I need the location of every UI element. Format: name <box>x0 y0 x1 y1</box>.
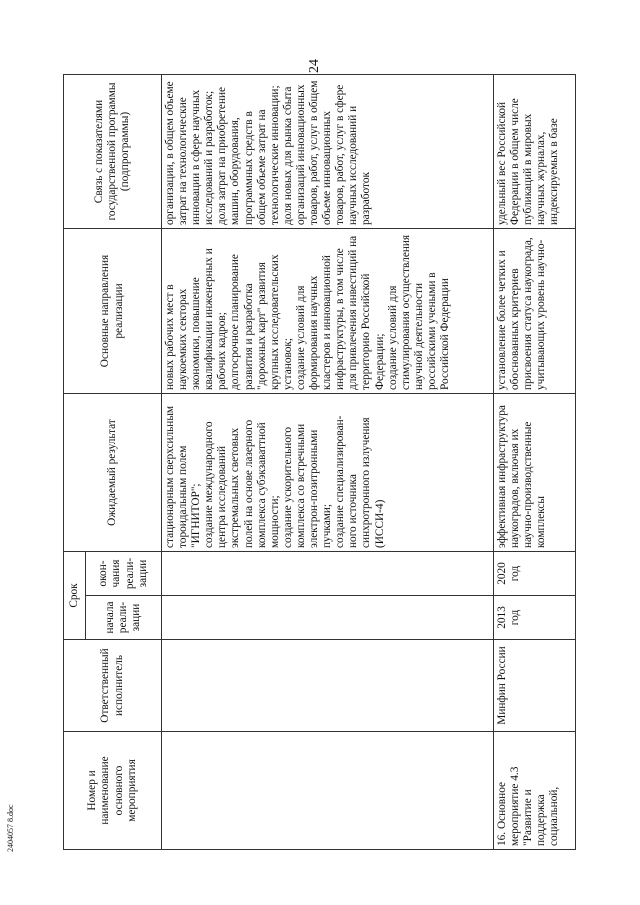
cell-result: стационарным сверхсильным тороидальным полем "ИГНИТОР"; создание международного центра исследований экстремальных световых полей на основе лазерного комплекса субэкзаваттной мощности; создание ускорительного комплекса со встречными электрон-позитронными пучками; создание специализирован-ного источника синхротронного излучения (ИССИ-4) <box>162 393 494 551</box>
cell-start <box>162 596 494 640</box>
table-row-continued <box>162 74 494 849</box>
cell-link: организации, в общем объеме затрат на технологические инновации в сфере научных исследований и разработок; доля затрат на приобретение машин, оборудования, программных средств в общем объеме затрат на технологические инновации; доля новых для рынка сбыта организаций инновационных товаров, работ, услуг в общем объеме инновационных товаров, работ, услуг в сфере научных исследований и разработок <box>162 74 494 228</box>
header-number-name: Номер и наименование основного мероприятия <box>64 732 162 850</box>
header-directions: Основные направления реализации <box>64 228 162 393</box>
cell-link: удельный вес Российской Федерации в общем числе публикаций в мировых научных журналах, индексируемых в базе <box>494 74 576 228</box>
cell-number-name <box>162 732 494 850</box>
header-term-start: начала реали-зации <box>86 596 162 640</box>
table-row-16 <box>494 74 576 849</box>
header-result: Ожидаемый результат <box>64 393 162 551</box>
header-term: Срок <box>64 551 86 639</box>
cell-directions: новых рабочих мест в наукоемких секторах экономики, повышение квалификации инженерных и рабочих кадров; долгосрочное планирование развития и разработка "дорожных карт" развития крупных исследовательских установок; создание условий для формирования научных кластеров и инновационной инфраструктуры, в том числе для привлечения инвестиций на территорию Российской Федерации; создание условий для стимулирования осуществления научной деятельности российскими учеными в Российской Федерации <box>162 228 494 393</box>
page-number: 24 <box>307 59 322 73</box>
footer-code: 2404057 8.doc <box>6 804 15 852</box>
header-term-end: окон-чания реали-зации <box>86 551 162 595</box>
header-link: Связь с показателями государственной программы (подпрограммы) <box>64 74 162 228</box>
table-sheet <box>63 75 576 850</box>
cell-end <box>162 551 494 595</box>
cell-start: 2013 год <box>494 596 576 640</box>
cell-end: 2020 год <box>494 551 576 595</box>
cell-directions: установление более четких и обоснованных критериев присвоения статуса наукограда, учитывающих уровень научно- <box>494 228 576 393</box>
cell-executor: Минфин России <box>494 640 576 732</box>
cell-executor <box>162 640 494 732</box>
measures-table <box>63 74 576 850</box>
cell-number-name: 16. Основное мероприятие 4.3 "Развитие и поддержка социальной, <box>494 732 576 850</box>
header-executor: Ответственный исполнитель <box>64 640 162 732</box>
cell-result: эффективная инфраструктура наукоградов, включая их научно-производственные комплексы <box>494 393 576 551</box>
